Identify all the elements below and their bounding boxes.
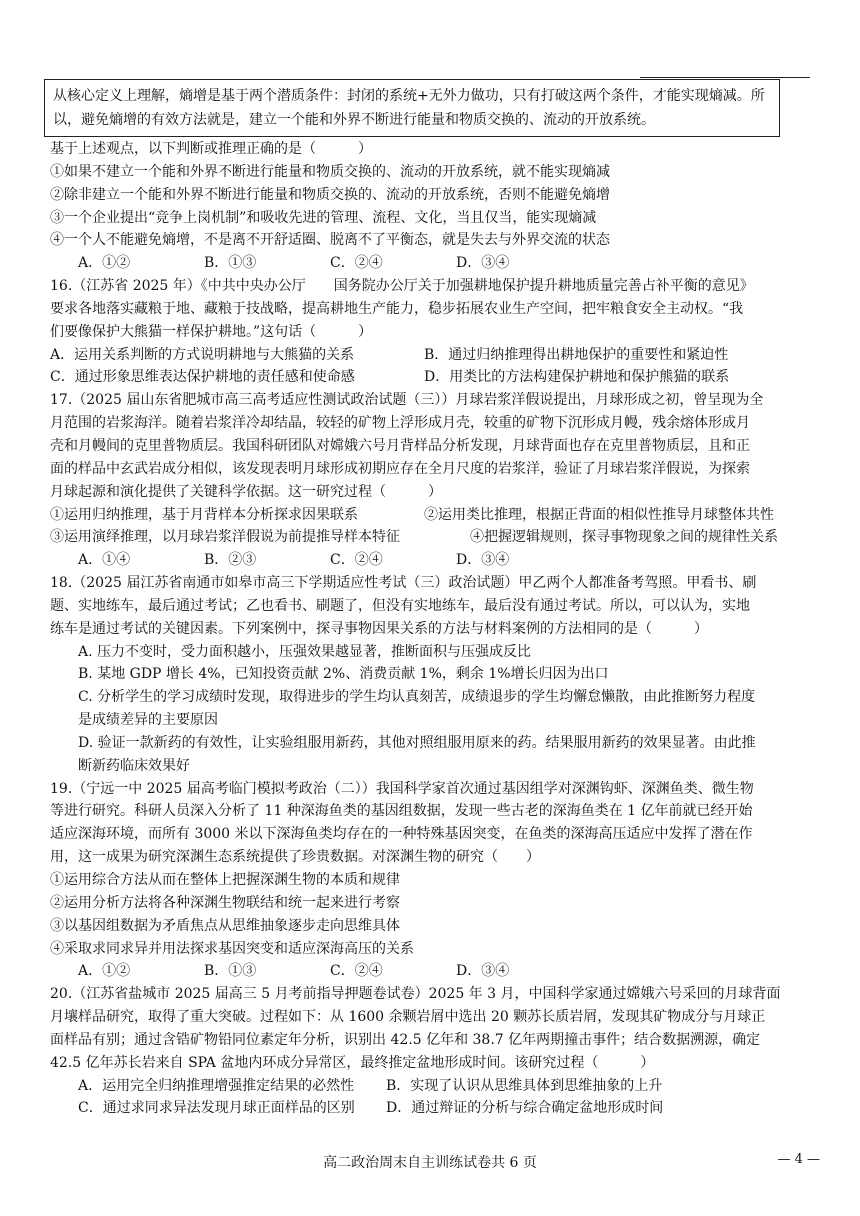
q19-stem-line-3: 适应深海环境，而所有 3000 米以下深海鱼类均存在的一种特殊基因突变，在鱼类的深海高压适应中发挥了潜在作 (50, 826, 753, 843)
top-rule (640, 77, 810, 78)
q16-option-c: C．通过形象思维表达保护耕地的责任感和使命感 (50, 369, 355, 386)
q20-stem-line-4: 42.5 亿年苏长岩来自 SPA 盆地内环成分异常区，最终推定盆地形成时间。该研究过程（ ） (50, 1054, 655, 1071)
q18-stem-line-2: 题、实地练车，最后通过考试；乙也看书、刷题了，但没有实地练车，最后没有通过考试。所以，可以认为，实地 (50, 597, 750, 614)
q17-stem-line-1: 17.（2025 届山东省肥城市高三高考适应性测试政治试题（三））月球岩浆洋假说提出，月球形成之初，曾呈现为全 (50, 392, 764, 409)
q16-option-b: B．通过归纳推理得出耕地保护的重要性和紧迫性 (424, 346, 729, 363)
q18-option-a: A. 压力不变时，受力面积越小，压强效果越显著，推断面积与压强成反比 (78, 643, 532, 660)
q17-option-b: B．②③ (204, 552, 257, 569)
q15-options (50, 252, 820, 275)
q18-option-d-line-2: 断新药临床效果好 (78, 757, 190, 774)
q17-items-row-2 (50, 526, 820, 549)
q19-item-2: ②运用分析方法将各种深渊生物联结和统一起来进行考察 (50, 894, 400, 911)
q16-stem-line-1: 16.（江苏省 2025 年）《中共中央办公厅 国务院办公厅关于加强耕地保护提升耕地质量完善占补平衡的意见》 (50, 278, 754, 295)
q20-stem-line-1: 20.（江苏省盐城市 2025 届高三 5 月考前指导押题卷试卷）2025 年 3 月，中国科学家通过嫦娥六号采回的月球背面 (50, 986, 781, 1003)
q18-stem-line-3: 练车是通过考试的关键因素。下列案例中，探寻事物因果关系的方法与材料案例的方法相同的是（ ） (50, 620, 708, 637)
q16-stem-line-2: 要求各地落实藏粮于地、藏粮于技战略，提高耕地生产能力，稳步拓展农业生产空间，把牢粮食安全主动权。“我 (50, 300, 744, 317)
quote-text: 从核心定义上理解，熵增是基于两个潜质条件：封闭的系统+无外力做功，只有打破这两个条件，才能实现熵减。所以，避免熵增的有效方法就是，建立一个能和外界不断进行能量和物质交换的、流动的开放系统。 (53, 88, 765, 128)
q19-option-b: B．①③ (204, 963, 257, 980)
q15-item-3: ③一个企业提出“竞争上岗机制”和吸收先进的管理、流程、文化，当且仅当，能实现熵减 (50, 209, 597, 226)
q17-options (50, 549, 820, 572)
q20-stem-line-3: 面样品有别；通过含锆矿物铅同位素定年分析，识别出 42.5 亿年和 38.7 亿年两期撞击事件；结合数据溯源，确定 (50, 1031, 761, 1048)
q18-option-b: B. 某地 GDP 增长 4%，已知投资贡献 2%、消费贡献 1%，剩余 1%增长归因为出口 (78, 666, 609, 683)
q18-stem-line-1: 18.（2025 届江苏省南通市如皋市高三下学期适应性考试（三）政治试题）甲乙两个人都准备考驾照。甲看书、刷 (50, 575, 757, 592)
q17-stem-line-5: 月球起源和演化提供了关键科学依据。这一研究过程（ ） (50, 483, 442, 500)
page-number: — 4 — (777, 1152, 820, 1167)
q15-item-4: ④一个人不能避免熵增，不是离不开舒适圈、脱离不了平衡态，就是失去与外界交流的状态 (50, 232, 610, 249)
q20-stem-line-2: 月壤样品研究，取得了重大突破。过程如下：从 1600 余颗岩屑中选出 20 颗苏长质岩屑，发现其矿物成分与月球正 (50, 1009, 766, 1026)
q19-stem-line-2: 等进行研究。科研人员深入分析了 11 种深海鱼类的基因组数据，发现一些古老的深海鱼类在 1 亿年前就已经开始 (50, 803, 753, 820)
q15-item-1: ①如果不建立一个能和外界不断进行能量和物质交换的、流动的开放系统，就不能实现熵减 (50, 163, 610, 180)
q15-item-2: ②除非建立一个能和外界不断进行能量和物质交换的、流动的开放系统，否则不能避免熵增 (50, 186, 610, 203)
q16-options-row-1 (50, 344, 820, 367)
q17-item-2: ②运用类比推理，根据正背面的相似性推导月球整体共性 (424, 506, 774, 523)
q18-option-c-line-1: C. 分析学生的学习成绩时发现，取得进步的学生均认真刻苦，成绩退步的学生均懈怠懒散，由此推断努力程度 (78, 689, 756, 706)
q19-stem-line-1: 19.（宁远一中 2025 届高考临门模拟考政治（二））我国科学家首次通过基因组学对深渊钩虾、深渊鱼类、微生物 (50, 780, 754, 797)
q19-item-1: ①运用综合方法从而在整体上把握深渊生物的本质和规律 (50, 872, 400, 888)
q19-option-a: A．①② (78, 963, 131, 980)
q20-option-b: B．实现了认识从思维具体到思维抽象的上升 (386, 1077, 663, 1094)
q17-option-c: C．②④ (330, 552, 383, 569)
q20-option-a: A．运用完全归纳推理增强推定结果的必然性 (78, 1077, 355, 1094)
q17-item-1: ①运用归纳推理，基于月背样本分析探求因果联系 (50, 506, 358, 523)
footer-title: 高二政治周末自主训练试卷共 6 页 (323, 1155, 537, 1171)
q18-option-d-line-1: D. 验证一款新药的有效性，让实验组服用新药，其他对照组服用原来的药。结果服用新药的效果显著。由此推 (78, 734, 756, 751)
q19-item-4: ④采取求同求异并用法探求基因突变和适应深海高压的关系 (50, 940, 414, 957)
q19-option-c: C．②④ (330, 963, 383, 980)
q17-option-d: D．③④ (456, 552, 510, 569)
q17-option-a: A．①④ (78, 552, 131, 569)
q19-stem-line-4: 用，这一成果为研究深渊生态系统提供了珍贵数据。对深渊生物的研究（ ） (50, 849, 540, 866)
question-content (50, 138, 820, 1120)
q17-item-4: ④把握逻辑规则，探寻事物现象之间的规律性关系 (470, 529, 778, 546)
q16-option-a: A．运用关系判断的方式说明耕地与大熊猫的关系 (50, 346, 355, 363)
q19-item-3: ③以基因组数据为矛盾焦点从思维抽象逐步走向思维具体 (50, 917, 400, 934)
q15-option-a: A．①② (78, 255, 131, 272)
q15-option-b: B．①③ (204, 255, 257, 272)
q17-item-3: ③运用演绎推理，以月球岩浆洋假说为前提推导样本特征 (50, 529, 400, 546)
q17-items-row-1 (50, 504, 820, 527)
q16-stem-line-3: 们要像保护大熊猫一样保护耕地。”这句话（ ） (50, 323, 373, 340)
q16-option-d: D．用类比的方法构建保护耕地和保护熊猫的联系 (424, 369, 730, 386)
q20-option-d: D．通过辩证的分析与综合确定盆地形成时间 (386, 1100, 664, 1117)
q18-option-c-line-2: 是成绩差异的主要原因 (78, 712, 218, 729)
q20-option-c: C．通过求同求异法发现月球正面样品的区别 (78, 1100, 355, 1117)
q16-options-row-2 (50, 366, 820, 389)
quote-box (44, 79, 780, 137)
q17-stem-line-4: 面的样品中玄武岩成分相似，该发现表明月球形成初期应存在全月尺度的岩浆洋，验证了月球岩浆洋假说，为探索 (50, 460, 750, 477)
q20-options-row-1 (50, 1075, 820, 1098)
q17-stem-line-2: 月范围的岩浆海洋。随着岩浆洋冷却结晶，较轻的矿物上浮形成月壳，较重的矿物下沉形成月幔，残余熔体形成月 (50, 415, 750, 432)
q19-options (50, 960, 820, 983)
q15-option-d: D．③④ (456, 255, 510, 272)
q19-option-d: D．③④ (456, 963, 510, 980)
q15-stem: 基于上述观点，以下判断或推理正确的是（ ） (50, 141, 372, 157)
q17-stem-line-3: 壳和月幔间的克里普物质层。我国科研团队对嫦娥六号月背样品分析发现，月球背面也存在克里普物质层，且和正 (50, 437, 750, 454)
q20-options-row-2 (50, 1097, 820, 1120)
q15-option-c: C．②④ (330, 255, 383, 272)
